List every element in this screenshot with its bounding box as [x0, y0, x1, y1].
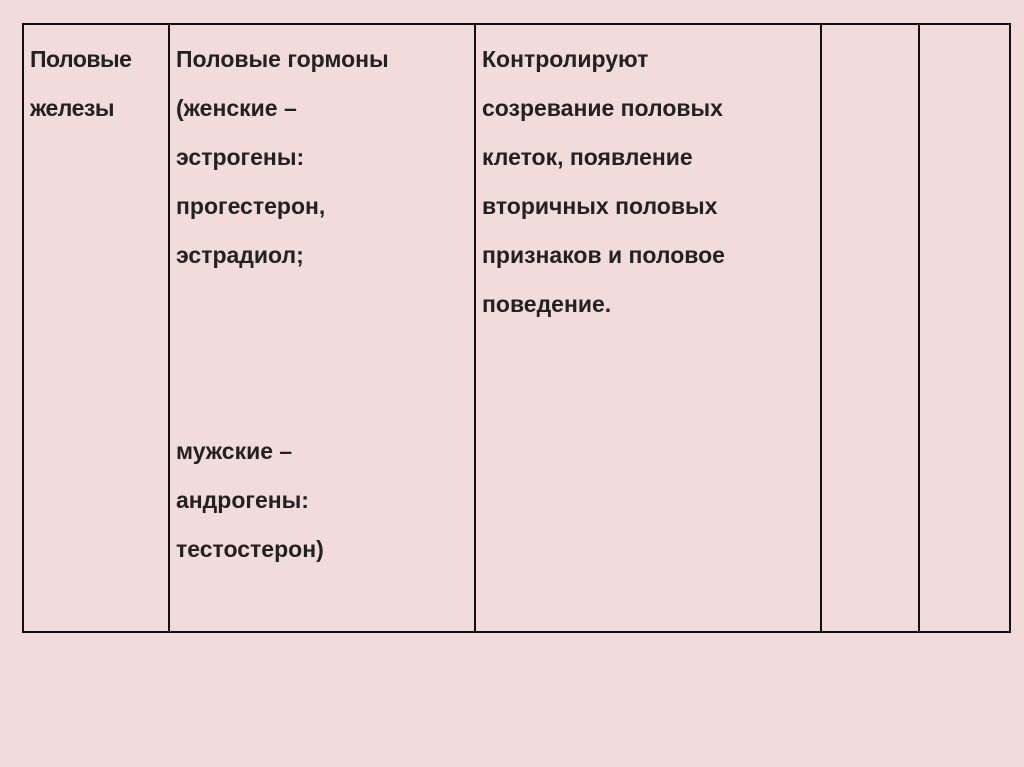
- empty-cell-4: [821, 24, 919, 632]
- hormone-table: [22, 23, 1011, 633]
- table-row: [23, 24, 1010, 632]
- gland-cell: Половые железы: [23, 24, 169, 632]
- empty-cell-5: [919, 24, 1010, 632]
- hormones-cell: [169, 24, 475, 632]
- female-hormones-text: Половые гормоны (женские – эстрогены: прогестерон, эстрадиол;: [176, 46, 389, 268]
- male-hormones-text: мужские – андрогены: тестостерон): [176, 438, 324, 562]
- function-cell: Контролируют созревание половых клеток, появление вторичных половых признаков и половое поведение.: [475, 24, 821, 632]
